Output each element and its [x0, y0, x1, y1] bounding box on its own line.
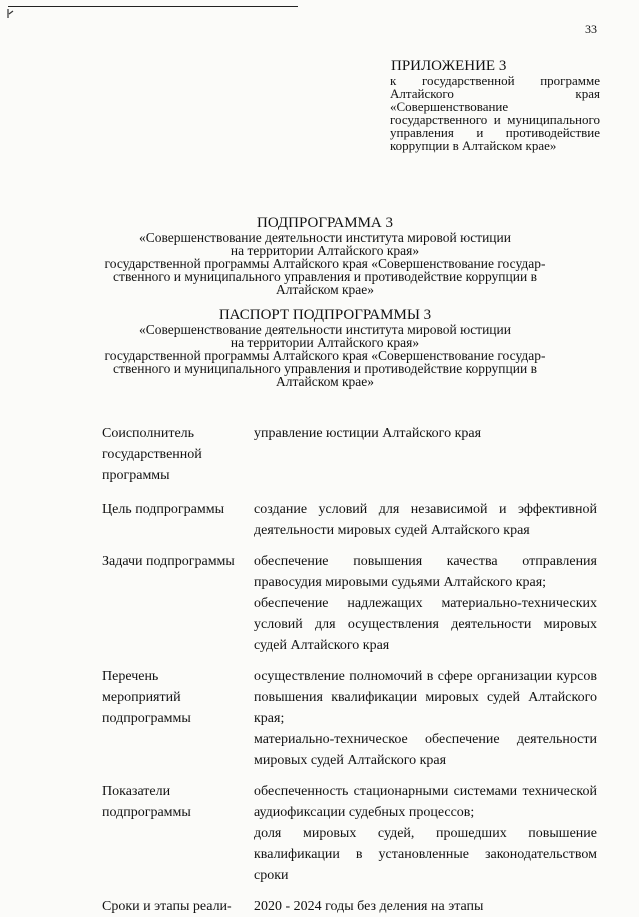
- row-value-paragraph: обеспеченность стационарными системами технической аудиофиксации судебных процессов;: [254, 784, 597, 820]
- appendix-block: [390, 58, 600, 152]
- row-value: [254, 423, 597, 486]
- passport-title: ПАСПОРТ ПОДПРОГРАММЫ 3: [218, 307, 432, 323]
- table-row: [102, 896, 597, 917]
- row-value-paragraph: обеспечение повышения качества отправления правосудия мировыми судьями Алтайского края;: [254, 554, 597, 590]
- row-value-paragraph: создание условий для независимой и эффективной деятельности мировых судей Алтайского края: [254, 502, 597, 538]
- row-label: Перечень мероприятий подпрограммы: [102, 669, 191, 726]
- row-label: Задачи подпрограммы: [102, 554, 235, 569]
- subprogram-subtitle-line: «Совершенствование деятельности института мировой юстиции: [139, 230, 511, 245]
- row-value: [254, 781, 597, 886]
- row-value-paragraph: материально-техническое обеспечение деятельности мировых судей Алтайского края: [254, 732, 597, 768]
- row-label: Соисполнитель государственной программы: [102, 426, 202, 483]
- row-value: [254, 551, 597, 656]
- row-value-paragraph: 2020 - 2024 годы без деления на этапы: [254, 899, 484, 914]
- subprogram-heading-block: [90, 215, 560, 296]
- row-value: [254, 499, 597, 541]
- table-row: [102, 781, 597, 886]
- row-value-paragraph: управление юстиции Алтайского края: [254, 426, 482, 441]
- row-label: Цель подпрограммы: [102, 502, 224, 517]
- page-number: 33: [585, 22, 597, 36]
- subprogram-program-line: Алтайском крае»: [275, 282, 375, 297]
- row-value-paragraph: осуществление полномочий в сфере организации курсов повышения квалификации мировых судей Алтайского края;: [254, 669, 597, 726]
- row-value: [254, 666, 597, 771]
- top-rule: [8, 6, 298, 7]
- appendix-title: ПРИЛОЖЕНИЕ 3: [391, 58, 507, 74]
- subprogram-title: ПОДПРОГРАММА 3: [256, 215, 394, 231]
- passport-program-line: Алтайском крае»: [275, 374, 375, 389]
- row-label: Сроки и этапы реали-: [102, 899, 232, 914]
- table-row: [102, 423, 597, 486]
- passport-subtitle-line: на территории Алтайского края»: [230, 335, 420, 350]
- passport-table: [102, 423, 597, 917]
- subprogram-program-line: государственной программы Алтайского края «Совершенствование государ-: [104, 256, 546, 271]
- row-value-paragraph: доля мировых судей, прошедших повышение квалификации в установленные законодательством сроки: [254, 826, 597, 883]
- row-value-paragraph: обеспечение надлежащих материально-технических условий для осуществления деятельности мировых судей Алтайского края: [254, 596, 597, 653]
- row-value: [254, 896, 597, 917]
- passport-program-line: ственного и муниципального управления и противодействие коррупции в: [113, 361, 537, 376]
- passport-program-line: государственной программы Алтайского края «Совершенствование государ-: [104, 348, 546, 363]
- passport-subtitle-line: «Совершенствование деятельности института мировой юстиции: [139, 322, 511, 337]
- table-row: [102, 666, 597, 771]
- appendix-text: к государственной программе Алтайского края «Совершенствование государственного и муниципального управления и противодействие коррупции в Алтайском крае»: [390, 73, 600, 153]
- table-row: [102, 499, 597, 541]
- subprogram-subtitle-line: на территории Алтайского края»: [230, 243, 420, 258]
- scan-corner-mark: [6, 8, 20, 20]
- table-row: [102, 551, 597, 656]
- row-label: Показатели подпрограммы: [102, 784, 191, 820]
- subprogram-program-line: ственного и муниципального управления и противодействие коррупции в: [113, 269, 537, 284]
- passport-heading-block: [90, 307, 560, 388]
